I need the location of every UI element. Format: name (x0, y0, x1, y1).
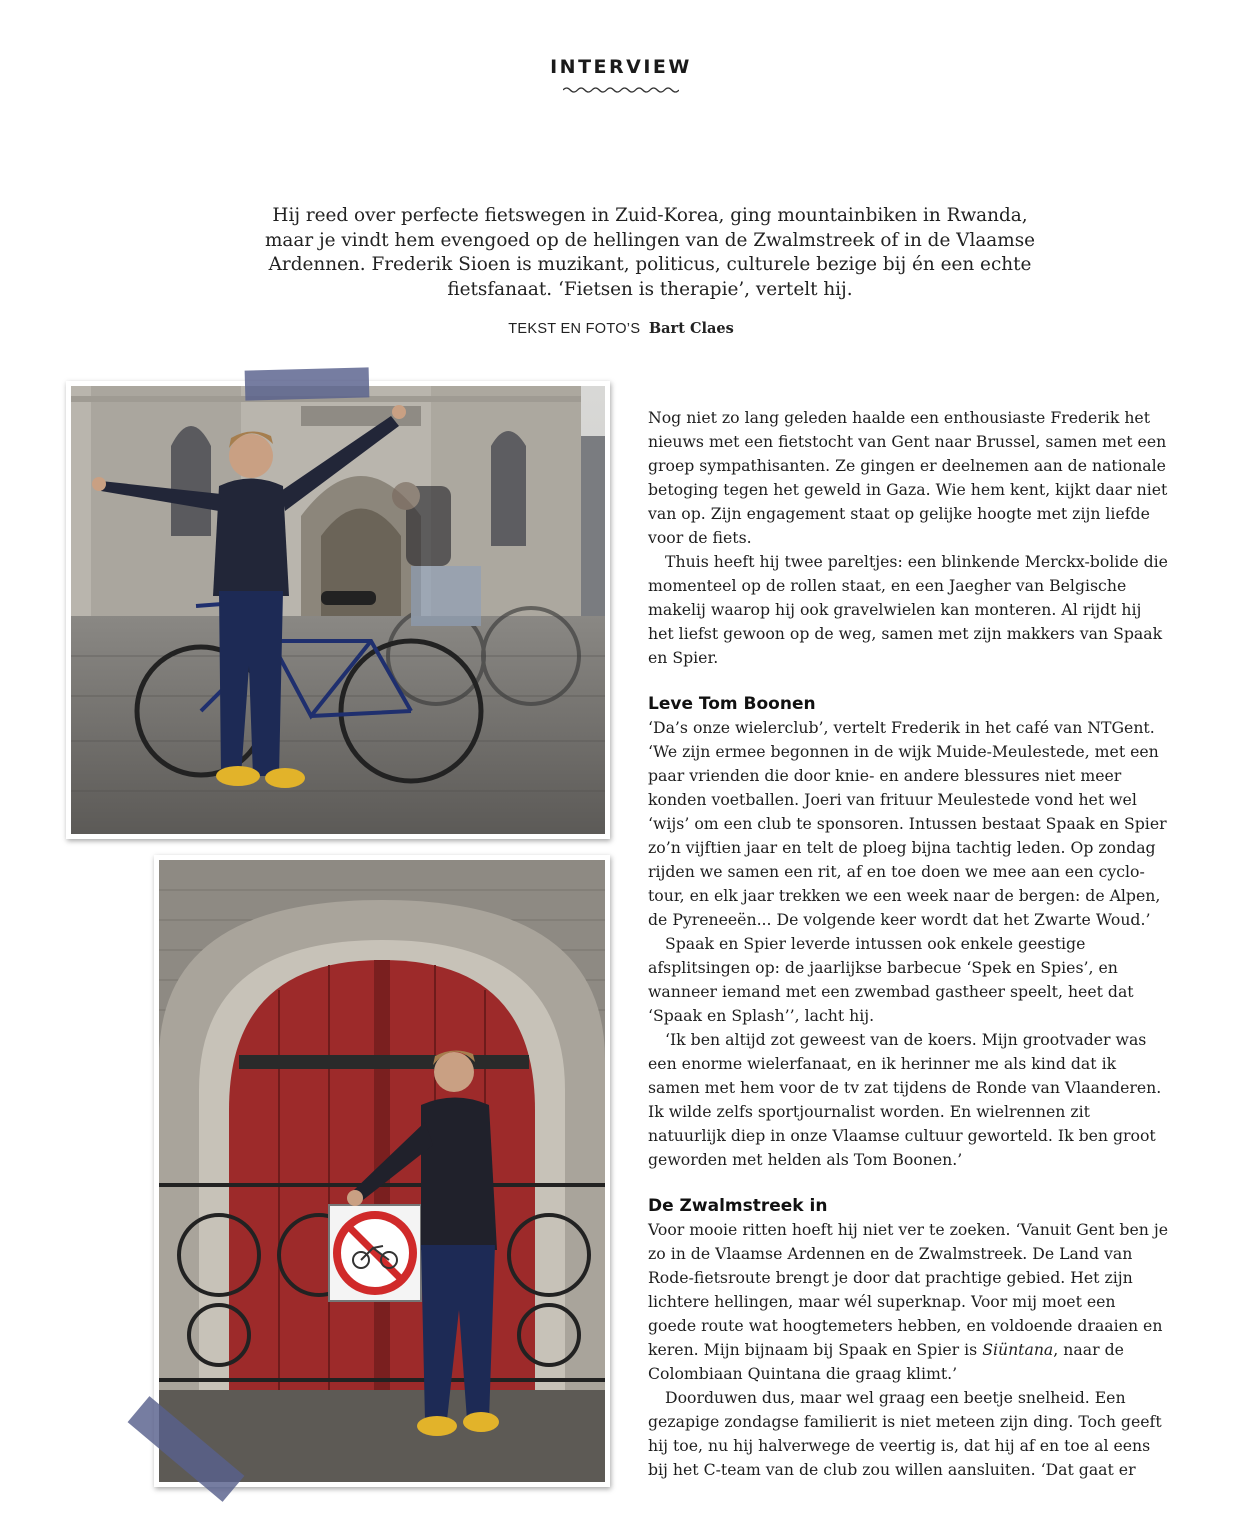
subheading: Leve Tom Boonen (648, 694, 816, 714)
credit-name: Bart Claes (648, 320, 734, 337)
photo-man-at-red-door (154, 855, 610, 1487)
photo-man-with-bicycle (66, 381, 610, 839)
paragraph: Thuis heeft hij twee pareltjes: een blinkende Merckx-bolide die momenteel op de rollen staat, en een Jaegher van Belgische makelij waarop hij ook gravelwielen kan monteren. Al rijdt hij het liefst gewoon op de weg, samen met zijn makkers van Spaak en Spier. (648, 552, 1168, 667)
wavy-divider-icon (563, 86, 679, 94)
paragraph: Nog niet zo lang geleden haalde een enthousiaste Frederik het nieuws met een fietstocht van Gent naar Brussel, samen met een groep sympathisanten. Ze gingen er deelnemen aan de nationale betoging tegen het geweld in Gaza. Wie hem kent, kijkt daar niet van op. Zijn engagement staat op gelijke hoogte met zijn liefde voor de fiets. (648, 408, 1168, 547)
subheading: De Zwalmstreek in (648, 1196, 828, 1216)
photo-man-at-red-church-door-icon (159, 860, 605, 1482)
tape-decoration (245, 367, 370, 400)
section-label: INTERVIEW (550, 56, 692, 78)
nickname: Siüntana (982, 1340, 1054, 1359)
article-body (648, 406, 1168, 1482)
paragraph: Spaak en Spier leverde intussen ook enkele geestige afsplitsingen op: de jaarlijkse barbecue ‘Spek en Spies’, en wanneer iemand met een zwembad gastheer speelt, heet dat ‘Spaak en Splash’’, lacht hij. (648, 934, 1134, 1025)
paragraph: Doorduwen dus, maar wel graag een beetje snelheid. Een gezapige zondagse familierit is niet meteen zijn ding. Toch geeft hij toe, nu hij halverwege de veertig is, dat hij af en toe al eens bij het C-team van de club zou willen aansluiten. ‘Dat gaat er (648, 1388, 1162, 1479)
paragraph-part: , naar de Colombiaan Quintana die graag klimt.’ (648, 1340, 1124, 1383)
paragraph (648, 1218, 1168, 1386)
paragraph: ‘Da’s onze wielerclub’, vertelt Frederik in het café van NTGent. ‘We zijn ermee begonnen in de wijk Muide-Meulestede, met een paar vrienden die door knie- en andere blessures niet meer konden voetballen. Joeri van frituur Meulestede vond het wel ‘wijs’ om een club te sponsoren. Intussen bestaat Spaak en Spier zo’n vijftien jaar en telt de ploeg bijna tachtig leden. Op zondag rijden we samen een rit, af en toe doen we mee aan een cyclo-tour, en elk jaar trekken we een week naar de bergen: de Alpen, de Pyreneeën... De volgende keer wordt dat het Zwarte Woud.’ (648, 718, 1167, 929)
photo-man-with-bicycle-at-cathedral-icon (71, 386, 605, 834)
intro-text: Hij reed over perfecte fietswegen in Zuid-Korea, ging mountainbiken in Rwanda, maar je vindt hem evengoed op de hellingen van de Zwalmstreek of in de Vlaamse Ardennen. Frederik Sioen is muzikant, politicus, culturele bezige bij én een echte fietsfanaat. ‘Fietsen is therapie’, vertelt hij. (264, 205, 1036, 300)
byline (0, 320, 1242, 337)
paragraph-part: Voor mooie ritten hoeft hij niet ver te zoeken. ‘Vanuit Gent ben je zo in de Vlaamse Ardennen en de Zwalmstreek. De Land van Rode-fietsroute brengt je door dat prachtige gebied. Het zijn lichtere hellingen, maar wél superknap. Voor mij moet een goede route wat hoogtemeters hebben, en voldoende draaien en keren. Mijn bijnaam bij Spaak en Spier is (648, 1220, 1168, 1359)
paragraph: ‘Ik ben altijd zot geweest van de koers. Mijn grootvader was een enorme wielerfanaat, en ik herinner me als kind dat ik samen met hem voor de tv zat tijdens de Ronde van Vlaanderen. Ik wilde zelfs sportjournalist worden. En wielrennen zit natuurlijk diep in onze Vlaamse cultuur geworteld. Ik ben groot geworden met helden als Tom Boonen.’ (648, 1030, 1162, 1169)
credit-label: TEKST EN FOTO’S (508, 321, 641, 337)
